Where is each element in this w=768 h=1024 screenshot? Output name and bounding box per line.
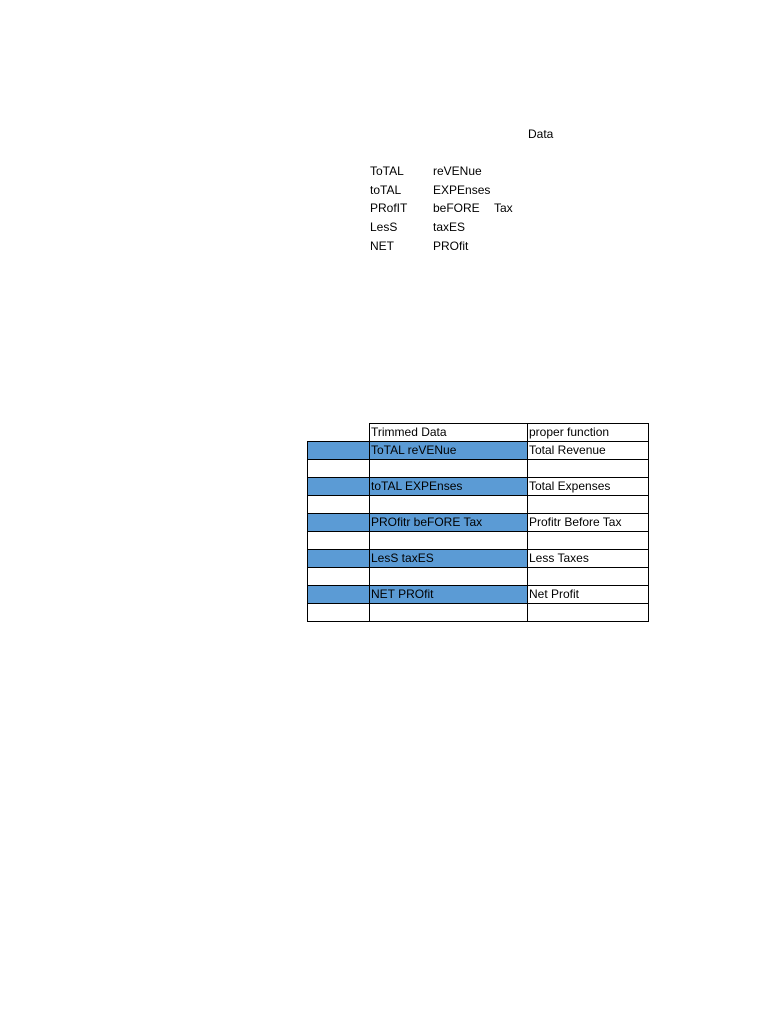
proper-cell[interactable]: Net Profit: [528, 586, 649, 604]
table-row: [308, 532, 649, 550]
proper-cell[interactable]: Total Expenses: [528, 478, 649, 496]
table-row: [308, 604, 649, 622]
table-cell[interactable]: [370, 496, 528, 514]
table-cell[interactable]: [308, 496, 370, 514]
trimmed-data-table: [307, 423, 649, 622]
table-row: [308, 586, 649, 604]
table-row: [308, 460, 649, 478]
table-cell[interactable]: [308, 568, 370, 586]
table-cell[interactable]: [528, 460, 649, 478]
table-header-cell: Trimmed Data: [370, 424, 528, 442]
data-label: Data: [528, 127, 554, 141]
table-cell[interactable]: [528, 604, 649, 622]
table-cell-fill[interactable]: [308, 550, 370, 568]
table-header-cell: [308, 424, 370, 442]
table-row: [308, 514, 649, 532]
proper-cell[interactable]: Profitr Before Tax: [528, 514, 649, 532]
raw-cell: beFORE: [433, 201, 480, 215]
table-row: [308, 496, 649, 514]
trimmed-cell[interactable]: NET PROfit: [370, 586, 528, 604]
table-row: [308, 550, 649, 568]
raw-cell: ToTAL: [370, 164, 404, 178]
raw-cell: reVENue: [433, 164, 482, 178]
trimmed-cell[interactable]: PROfitr beFORE Tax: [370, 514, 528, 532]
raw-cell: taxES: [433, 220, 466, 234]
raw-cell: LesS: [370, 220, 398, 234]
table-header-cell: proper function: [528, 424, 649, 442]
trimmed-cell[interactable]: toTAL EXPEnses: [370, 478, 528, 496]
table-cell-fill[interactable]: [308, 478, 370, 496]
raw-cell: PROfit: [433, 239, 469, 253]
table-header-row: [308, 424, 649, 442]
trimmed-cell[interactable]: LesS taxES: [370, 550, 528, 568]
proper-cell[interactable]: Total Revenue: [528, 442, 649, 460]
raw-cell: toTAL: [370, 183, 402, 197]
raw-cell: EXPEnses: [433, 183, 491, 197]
table-row: [308, 478, 649, 496]
table-cell[interactable]: [308, 604, 370, 622]
raw-cell: Tax: [494, 201, 513, 215]
table-cell-fill[interactable]: [308, 442, 370, 460]
table-row: [308, 442, 649, 460]
table-cell[interactable]: [370, 460, 528, 478]
table-cell[interactable]: [370, 532, 528, 550]
table-cell[interactable]: [528, 496, 649, 514]
table-cell[interactable]: [308, 532, 370, 550]
table-cell[interactable]: [370, 568, 528, 586]
table-cell-fill[interactable]: [308, 514, 370, 532]
raw-cell: NET: [370, 239, 394, 253]
proper-cell[interactable]: Less Taxes: [528, 550, 649, 568]
table-cell[interactable]: [370, 604, 528, 622]
table-cell[interactable]: [528, 532, 649, 550]
trimmed-cell[interactable]: ToTAL reVENue: [370, 442, 528, 460]
table-cell[interactable]: [528, 568, 649, 586]
table-row: [308, 568, 649, 586]
table-cell-fill[interactable]: [308, 586, 370, 604]
raw-cell: PRofIT: [370, 201, 408, 215]
table-cell[interactable]: [308, 460, 370, 478]
